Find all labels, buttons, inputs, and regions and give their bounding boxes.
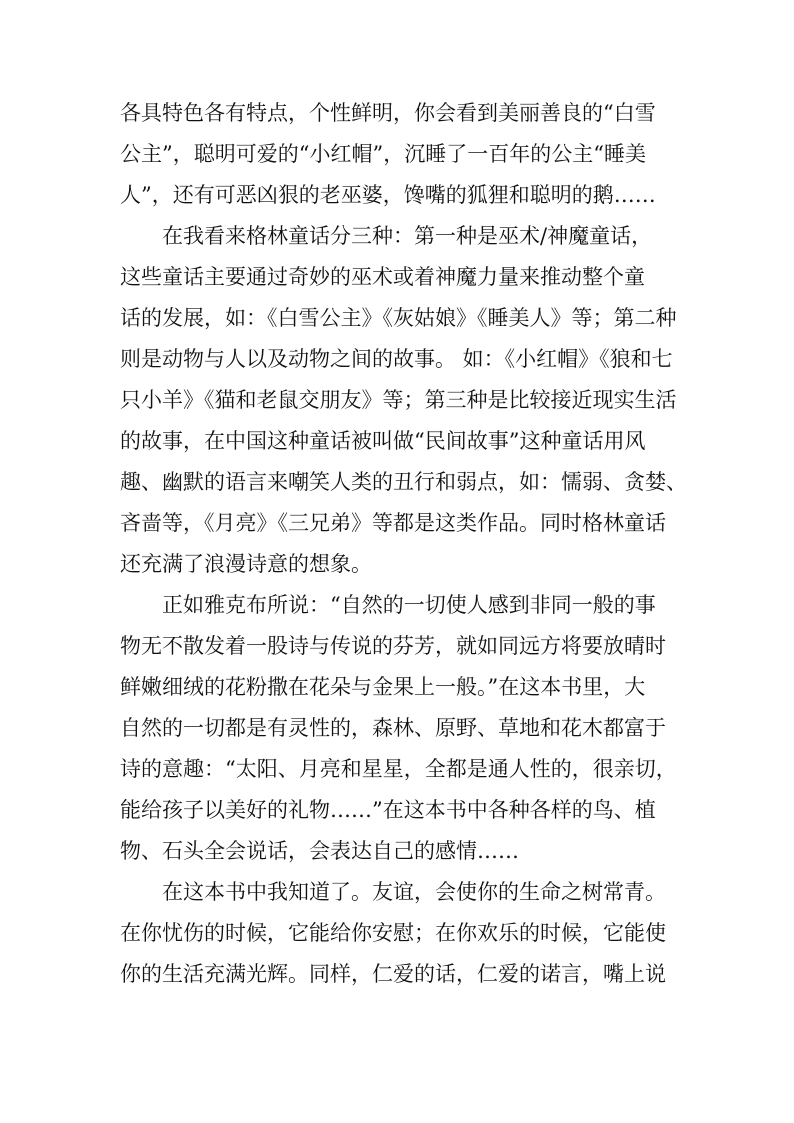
text-line-7: 则是动物与人以及动物之间的故事。 如：《小红帽》《狼和七 — [120, 347, 673, 371]
text-line-17: 诗的意趣：“太阳、月亮和星星，全都是通人性的，很亲切， — [120, 757, 677, 781]
text-line-15: 鲜嫩细绒的花粉撒在花朵与金果上一般。”在这本书里，大 — [120, 675, 646, 699]
text-line-10: 趣、幽默的语言来嘲笑人类的丑行和弱点，如：懦弱、贪婪、 — [120, 470, 687, 494]
text-line-8: 只小羊》《猫和老鼠交朋友》等；第三种是比较接近现实生活 — [120, 388, 677, 412]
text-line-4: 在我看来格林童话分三种：第一种是巫术/神魔童话， — [162, 224, 653, 248]
text-line-20: 在这本书中我知道了。友谊，会使你的生命之树常青。 — [162, 880, 666, 904]
text-line-9: 的故事，在中国这种童话被叫做“民间故事”这种童话用风 — [120, 429, 646, 453]
text-line-12: 还充满了浪漫诗意的想象。 — [120, 552, 372, 576]
text-line-6: 话的发展，如：《白雪公主》《灰姑娘》《睡美人》等；第二种 — [120, 306, 677, 330]
text-line-19: 物、石头全会说话，会表达自己的感情…… — [120, 839, 519, 863]
text-line-14: 物无不散发着一股诗与传说的芬芳，就如同远方将要放晴时 — [120, 634, 666, 658]
text-line-1: 各具特色各有特点，个性鲜明，你会看到美丽善良的“白雪 — [120, 101, 656, 125]
text-line-21: 在你忧伤的时候，它能给你安慰；在你欢乐的时候，它能使 — [120, 921, 666, 945]
text-line-2: 公主”，聪明可爱的“小红帽”，沉睡了一百年的公主“睡美 — [120, 142, 646, 166]
text-line-18: 能给孩子以美好的礼物……”在这本书中各种各样的鸟、植 — [120, 798, 656, 822]
text-line-11: 吝啬等，《月亮》《三兄弟》等都是这类作品。同时格林童话 — [120, 511, 666, 535]
document-page — [120, 93, 687, 995]
text-line-16: 自然的一切都是有灵性的，森林、原野、草地和花木都富于 — [120, 716, 666, 740]
text-line-13: 正如雅克布所说：“自然的一切使人感到非同一般的事 — [162, 593, 656, 617]
text-line-5: 这些童话主要通过奇妙的巫术或着神魔力量来推动整个童 — [120, 265, 645, 289]
text-line-3: 人”，还有可恶凶狠的老巫婆，馋嘴的狐狸和聪明的鹅…… — [120, 183, 656, 207]
text-line-22: 你的生活充满光辉。同样，仁爱的话，仁爱的诺言，嘴上说 — [120, 962, 666, 986]
